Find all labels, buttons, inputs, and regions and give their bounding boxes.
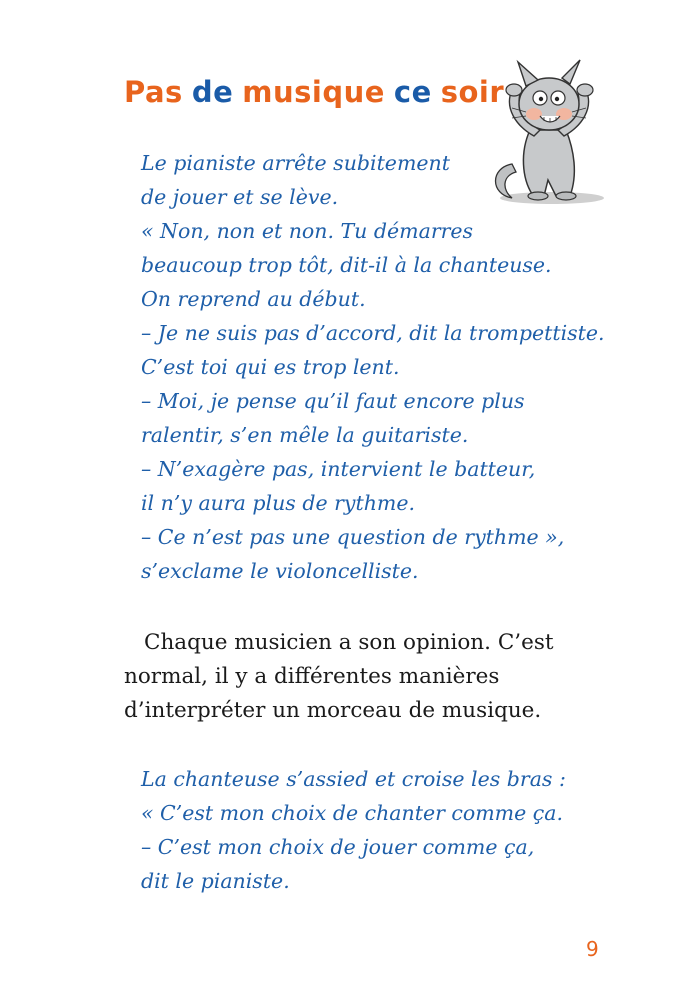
text-line: Le pianiste arrête subitement — [141, 151, 450, 175]
text-line: il n’y aura plus de rythme. — [141, 491, 416, 515]
dialogue-block-2 — [141, 762, 566, 898]
text-line: ralentir, s’en mêle la guitariste. — [141, 423, 469, 447]
text-line: – Ce n’est pas une question de rythme », — [141, 525, 565, 549]
text-line: – C’est mon choix de jouer comme ça, — [141, 835, 535, 859]
text-line: La chanteuse s’assied et croise les bras : — [141, 767, 566, 791]
title-word: soir — [440, 75, 505, 109]
text-line: C’est toi qui es trop lent. — [141, 355, 400, 379]
text-line: – Moi, je pense qu’il faut encore plus — [141, 389, 525, 413]
narration-paragraph — [124, 626, 554, 728]
title-word: musique — [242, 75, 385, 109]
text-line: – N’exagère pas, intervient le batteur, — [141, 457, 536, 481]
text-line: « Non, non et non. Tu démarres — [141, 219, 474, 243]
text-line: de jouer et se lève. — [141, 185, 339, 209]
text-line: « C’est mon choix de chanter comme ça. — [141, 801, 563, 825]
title-word: ce — [393, 75, 432, 109]
text-line: s’exclame le violoncelliste. — [141, 559, 419, 583]
text-line: beaucoup trop tôt, dit-il à la chanteuse. — [141, 253, 552, 277]
text-line: On reprend au début. — [141, 287, 366, 311]
title-word: de — [191, 75, 234, 109]
dialogue-block-1 — [141, 146, 605, 588]
text-line: d’interpréter un morceau de musique. — [124, 698, 542, 723]
text-line: dit le pianiste. — [141, 869, 290, 893]
text-line: Chaque musicien a son opinion. C’est — [144, 630, 554, 655]
title-word: Pas — [124, 75, 183, 109]
page-title — [124, 72, 504, 112]
page-number: 9 — [586, 937, 599, 961]
text-line: normal, il y a différentes manières — [124, 664, 500, 689]
text-line: – Je ne suis pas d’accord, dit la trompettiste. — [141, 321, 605, 345]
